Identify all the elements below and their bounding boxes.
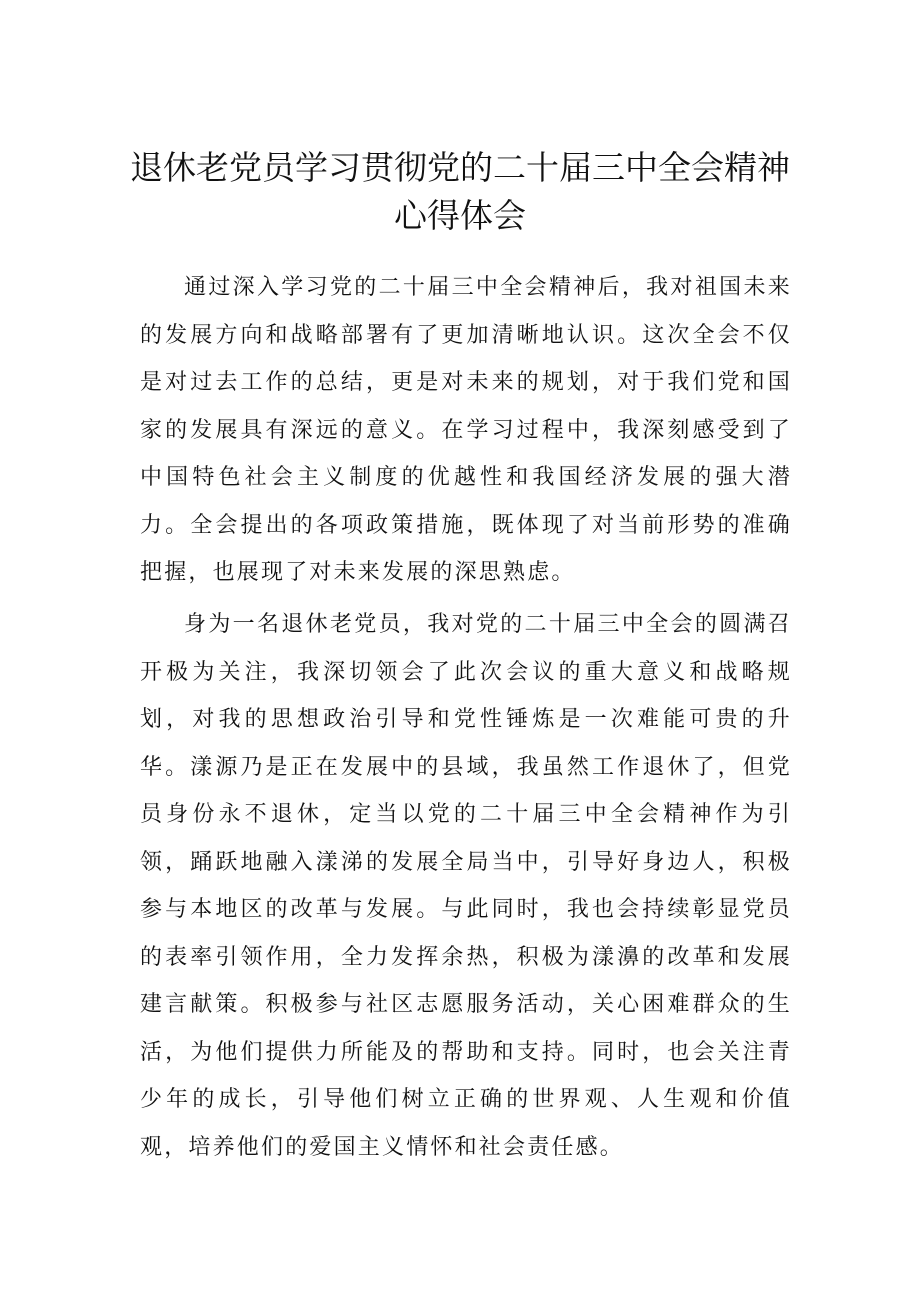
- document-title-line-1: 退休老党员学习贯彻党的二十届三中全会精神: [130, 148, 790, 187]
- body-paragraph-2: 身为一名退休老党员，我对党的二十届三中全会的圆满召开极为关注，我深切领会了此次会议的重大意义和战略规划，对我的思想政治引导和党性锤炼是一次难能可贵的升华。漾源乃是正在发展中的县域，我虽然工作退休了，但党员身份永不退休，定当以党的二十届三中全会精神作为引领，踊跃地融入漾涕的发展全局当中，引导好身边人，积极参与本地区的改革与发展。与此同时，我也会持续彰显党员的表率引领作用，全力发挥余热，积极为漾濞的改革和发展建言献策。积极参与社区志愿服务活动，关心困难群众的生活，为他们提供力所能及的帮助和支持。同时，也会关注青少年的成长，引导他们树立正确的世界观、人生观和价值观，培养他们的爱国主义情怀和社会责任感。: [140, 612, 792, 1160]
- body-paragraph-1: 通过深入学习党的二十届三中全会精神后，我对祖国未来的发展方向和战略部署有了更加清晰地认识。这次全会不仅是对过去工作的总结，更是对未来的规划，对于我们党和国家的发展具有深远的意义。在学习过程中，我深刻感受到了中国特色社会主义制度的优越性和我国经济发展的强大潜力。全会提出的各项政策措施，既体现了对当前形势的准确把握，也展现了对未来发展的深思熟虑。: [140, 275, 792, 585]
- document-title-line-2: 心得体会: [394, 196, 526, 235]
